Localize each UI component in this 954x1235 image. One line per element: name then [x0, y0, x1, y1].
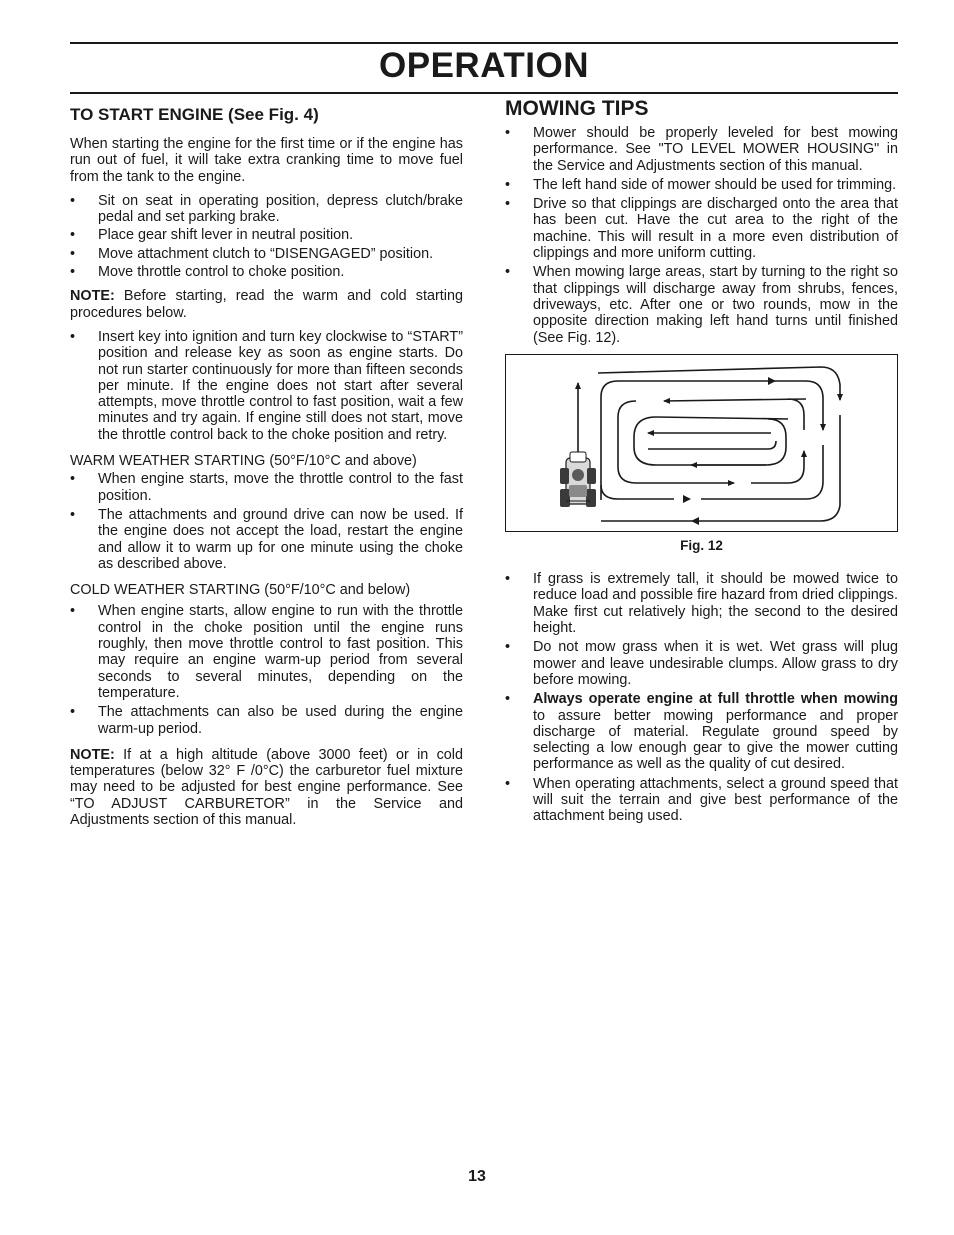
- page-number: 13: [468, 1168, 486, 1185]
- list-item: • Drive so that clippings are discharged onto the area that has been cut. Have the cut area to the right of the machine. This will result in a more even distribution of clippings and more uniform cutting.: [505, 196, 898, 261]
- cold-weather-list: [70, 603, 463, 736]
- path-arrow: [788, 399, 804, 430]
- page-title: OPERATION: [379, 46, 589, 85]
- list-item: • Sit on seat in operating position, depress clutch/brake pedal and set parking brake.: [70, 193, 463, 226]
- figure-caption: Fig. 12: [680, 537, 723, 553]
- list-item: • When mowing large areas, start by turning to the right so that clippings will discharge away from shrubs, fences, driveways, etc. After one or two rounds, mow in the opposite direction making left hand turns until finished (See Fig. 12).: [505, 264, 898, 345]
- mowing-tips-list-b: [505, 571, 898, 824]
- note-label: NOTE:: [70, 746, 115, 763]
- list-item: • Insert key into ignition and turn key clockwise to “START” position and release key as soon as engine starts. Do not run starter continuously for more than fifteen seconds per minute. If the engine does not start after several attempts, move throttle control to fast position, wait a few minutes and try again. If engine still does not start, move the throttle control back to the choke position and retry.: [70, 329, 463, 443]
- warm-weather-heading: WARM WEATHER STARTING (50°F/10°C and above): [70, 453, 417, 470]
- mowing-tips-heading: MOWING TIPS: [505, 97, 649, 120]
- key-start-list: [70, 329, 463, 443]
- note-altitude: [70, 747, 463, 828]
- list-item: • When engine starts, move the throttle control to the fast position.: [70, 471, 463, 504]
- list-item: • Place gear shift lever in neutral position.: [70, 227, 463, 243]
- start-steps-list: [70, 193, 463, 280]
- list-item: [505, 691, 898, 772]
- note-text: If at a high altitude (above 3000 feet) or in cold temperatures (below 32° F /0°C) the carburetor fuel mixture may need to be adjusted for best engine performance. See “TO ADJUST CARBURETOR” in the Service and Adjustments section of this manual.: [70, 746, 463, 828]
- list-item: • Move throttle control to choke position.: [70, 264, 463, 280]
- list-item: • The left hand side of mower should be used for trimming.: [505, 177, 898, 193]
- header-rule-bottom: [70, 92, 898, 94]
- list-item: • The attachments and ground drive can now be used. If the engine does not accept the load, restart the engine and allow it to warm up for one minute using the choke as described above.: [70, 507, 463, 572]
- list-item: • Do not mow grass when it is wet. Wet grass will plug mower and leave undesirable clumps. Allow grass to dry before mowing.: [505, 639, 898, 688]
- start-engine-heading: TO START ENGINE (See Fig. 4): [70, 105, 319, 124]
- warm-weather-list: [70, 471, 463, 572]
- cold-weather-heading: COLD WEATHER STARTING (50°F/10°C and below): [70, 582, 411, 599]
- note-text: Before starting, read the warm and cold starting procedures below.: [70, 288, 463, 321]
- path-arrow: [634, 417, 788, 465]
- mowing-tips-list-a: [505, 125, 898, 346]
- throttle-text: to assure better mowing performance and proper discharge of material. Regulate ground speed by selecting a low enough gear to give the mower cutting performance as well as the quality of cut desired.: [533, 707, 898, 773]
- path-arrow: [601, 485, 674, 499]
- list-item: • Mower should be properly leveled for best mowing performance. See "TO LEVEL MOWER HOUSING" in the Service and Adjustments section of this manual.: [505, 125, 898, 174]
- path-arrow: [618, 401, 734, 483]
- list-item: • When engine starts, allow engine to run with the throttle control in the choke position until the engine runs roughly, then move throttle control to fast position. This may require an engine warm-up period from several seconds to several minutes, depending on the temperature.: [70, 603, 463, 701]
- right-column: [505, 96, 898, 833]
- throttle-warning: Always operate engine at full throttle when mowing: [533, 691, 898, 708]
- list-item: • Move attachment clutch to “DISENGAGED” position.: [70, 246, 463, 262]
- list-item: • If grass is extremely tall, it should be mowed twice to reduce load and possible fire hazard from dried clippings. Make first cut relatively high; the second to the desired height.: [505, 571, 898, 636]
- mowing-pattern-figure: [505, 354, 898, 532]
- left-column: [70, 104, 463, 836]
- note-before-starting: [70, 288, 463, 321]
- riding-mower-icon: [560, 452, 596, 507]
- note-label: NOTE:: [70, 288, 115, 305]
- list-item: • When operating attachments, select a ground speed that will suit the terrain and give best performance of the attachment being used.: [505, 776, 898, 825]
- path-arrow: [664, 399, 806, 401]
- path-arrow: [751, 451, 804, 483]
- path-arrow: [598, 367, 840, 400]
- start-engine-intro: When starting the engine for the first time or if the engine has run out of fuel, it will take extra cranking time to move fuel from the tank to the engine.: [70, 136, 463, 185]
- path-arrow: [648, 441, 776, 449]
- list-item: • The attachments can also be used during the engine warm-up period.: [70, 704, 463, 737]
- mowing-pattern-diagram: [506, 355, 897, 531]
